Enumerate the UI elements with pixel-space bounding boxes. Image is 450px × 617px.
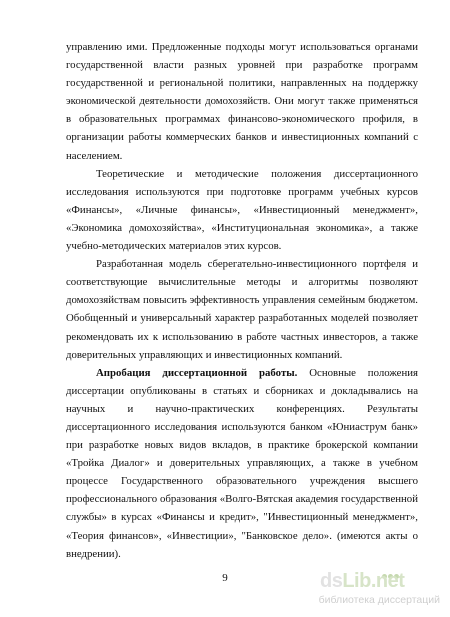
paragraph (66, 38, 418, 165)
watermark-logo (318, 566, 440, 592)
paragraph-text: Основные положения диссертации опубликованы в статьях и сборниках и докладывались на научных и научно-практических конференциях. Результаты диссертационного исследования используются банком «Юниаструм банк» при разработке новых видов вкладов, в практике брокерской компании «Тройка Диалог» и доверительных управляющих, а также в учебном процессе Государственного образовательного учреждения высшего профессионального образования «Волго-Вятская академия государственной службы» в курсах «Финансы и кредит», "Инвестиционный менеджмент», «Теория финансов», «Инвестиции», "Банковское дело». (имеются акты о внедрении). (66, 366, 418, 560)
paragraph (66, 255, 418, 364)
page-number: 9 (222, 572, 228, 584)
paragraph (66, 165, 418, 255)
paragraph-text: Разработанная модель сберегательно-инвестиционного портфеля и соответствующие вычислительные методы и алгоритмы позволяют домохозяйствам повысить эффективность управления семейным бюджетом. Обобщенный и универсальный характер разработанных моделей позволяет рекомендовать их к использованию в работе частных инвесторов, а также доверительных управляющих и инвестиционных компаний. (66, 258, 418, 361)
watermark-caption: библиотека диссертаций (318, 594, 440, 606)
watermark-logo-text: dsLib.net (320, 570, 405, 592)
paragraph-text: Теоретические и методические положения диссертационного исследования используются при подготовке программ учебных курсов «Финансы», «Личные финансы», «Инвестиционный менеджмент», «Экономика домохозяйства», «Институциональная экономика», а также учебно-методических материалов этих курсов. (66, 167, 418, 253)
paragraph (66, 364, 418, 563)
paragraph-text: управлению ими. Предложенные подходы могут использоваться органами государственной власти разных уровней при разработке программ государственной и региональной политики, направленных на поддержку экономической деятельности домохозяйств. Они могут также применяться в образовательных программах финансово-экономического профиля, в организации работы коммерческих банков и инвестиционных компаний с населением. (66, 41, 418, 162)
paragraph-heading: Апробация диссертационной работы. (96, 366, 298, 379)
watermark (318, 566, 440, 610)
body-text (66, 38, 418, 563)
